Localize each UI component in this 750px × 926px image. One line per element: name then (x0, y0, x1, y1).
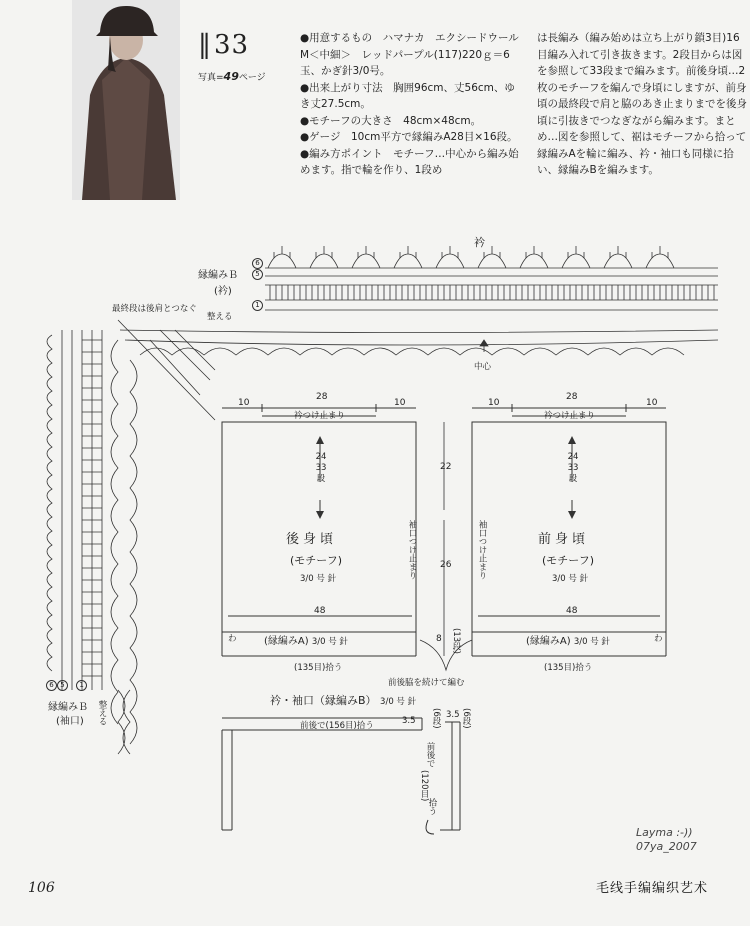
front-dim-right: 10 (646, 398, 658, 408)
back-edge-label: (縁編みA) 3/0 号 針 (264, 636, 348, 647)
collar-paren-label: (衿) (214, 286, 232, 297)
page-number: 106 (28, 880, 55, 896)
materials-text: ●用意するもの ハマナカ エクシードウールM＜中細＞ レッドパープル(117)220ｇ＝6玉、かぎ針3/0号。 (300, 32, 519, 77)
dim-3-5-cuff: 3.5 (446, 710, 460, 720)
points-text: ●編み方ポイント モチーフ…中心から編み始めます。指で輪を作り、1段め (300, 147, 519, 176)
rows-6-collar: (6段) (431, 708, 441, 729)
front-hook: 3/0 号 針 (552, 574, 589, 584)
back-pickup: (135目)拾う (294, 663, 343, 673)
collar-pickup: 前後で(156目)拾う (300, 721, 374, 731)
edging-b-collar-label: 縁編みＢ (198, 270, 238, 281)
back-title: 後身頃 (286, 532, 338, 547)
back-armhole-stop: 袖口つけ止まり (407, 520, 417, 580)
row-marks-side: 6 5 1 (46, 680, 87, 691)
front-dim-left: 10 (488, 398, 500, 408)
collar-edging-chart (265, 246, 718, 310)
center-label: 中心 (474, 362, 492, 372)
front-title: 前身頃 (538, 532, 590, 547)
front-width: 48 (566, 606, 578, 616)
cuff-pickup-2: (120目) (419, 770, 429, 802)
cuff-pickup-3: 拾う (427, 798, 437, 815)
size-text: ●出来上がり寸法 胸囲96cm、丈56cm、ゆき丈27.5cm。 (300, 81, 515, 110)
pattern-number: ‖33 (198, 30, 250, 60)
front-collar-stop: 衿つけ止まり (544, 411, 596, 421)
align-label-top: 整える (207, 312, 233, 322)
motif-size-text: ●モチーフの大きさ 48cm×48cm。 (300, 114, 482, 127)
front-pickup: (135目)拾う (544, 663, 593, 673)
back-dim-center: 28 (316, 392, 328, 402)
photo-page-reference: 写真=49ページ (198, 70, 266, 83)
dim-26: 26 (440, 560, 452, 570)
points-continued-text: は長編み（編み始めは立ち上がり鎖3目)16目編み入れて引き抜きます。2段目からは図を参照して33段まで編みます。前後身頃…2枚のモチーフを編んで身頃にしますが、前身頃の最終段で肩と脇のあき止まりまでを後身頃に引抜きでつなぎながら編みます。まとめ…図を参照して、裾はモチーフから拾って縁編みAを輪に編み、衿・袖口も同様に拾い、縁編みBを編みます。 (537, 32, 747, 176)
dim-8: 8 (436, 634, 442, 644)
front-sub: (モチーフ) (542, 554, 595, 567)
edging-b-sleeve-label: 縁編みＢ (48, 702, 88, 713)
dim-22: 22 (440, 462, 452, 472)
back-dim-right: 10 (394, 398, 406, 408)
front-wa: わ (654, 634, 663, 644)
rows-13: (13段) (451, 628, 461, 654)
brand-watermark: 毛线手编编织艺术 (596, 881, 709, 896)
front-armhole-stop: 袖口つけ止まり (477, 520, 487, 580)
gauge-text: ●ゲージ 10cm平方で縁編みA28目×16段。 (300, 131, 518, 143)
sleeve-paren-label: (袖口) (56, 716, 84, 727)
sleeve-edging-chart (47, 330, 102, 690)
back-collar-stop: 衿つけ止まり (294, 411, 346, 421)
front-edge-label: (縁編みA) 3/0 号 針 (526, 636, 610, 647)
rows-6-cuff: (6段) (461, 708, 471, 729)
back-sub: (モチーフ) (290, 554, 343, 567)
middle-dimension-lines (420, 422, 472, 670)
collar-cuff-title: 衿・袖口（縁編みB） 3/0 号 針 (270, 694, 417, 707)
back-hook: 3/0 号 針 (300, 574, 337, 584)
align-label-side: 整える (97, 700, 107, 726)
last-row-note: 最終段は後肩とつなぐ (112, 304, 197, 314)
collar-label: 衿 (474, 236, 485, 249)
row-marks-top: 6 5 1 (252, 258, 263, 311)
back-wa: わ (228, 634, 237, 644)
back-width: 48 (314, 606, 326, 616)
dim-3-5-collar: 3.5 (402, 716, 416, 726)
lace-column-tail (118, 690, 130, 754)
front-row-count: 24 33 段 (567, 452, 579, 484)
credit: Layma :-)) 07ya_2007 (636, 826, 697, 853)
back-row-count: 24 33 段 (315, 452, 327, 484)
join-note: 前後脇を続けて編む (388, 678, 465, 688)
back-dim-left: 10 (238, 398, 250, 408)
cuff-pickup-1: 前後で (425, 742, 435, 768)
front-dim-center: 28 (566, 392, 578, 402)
